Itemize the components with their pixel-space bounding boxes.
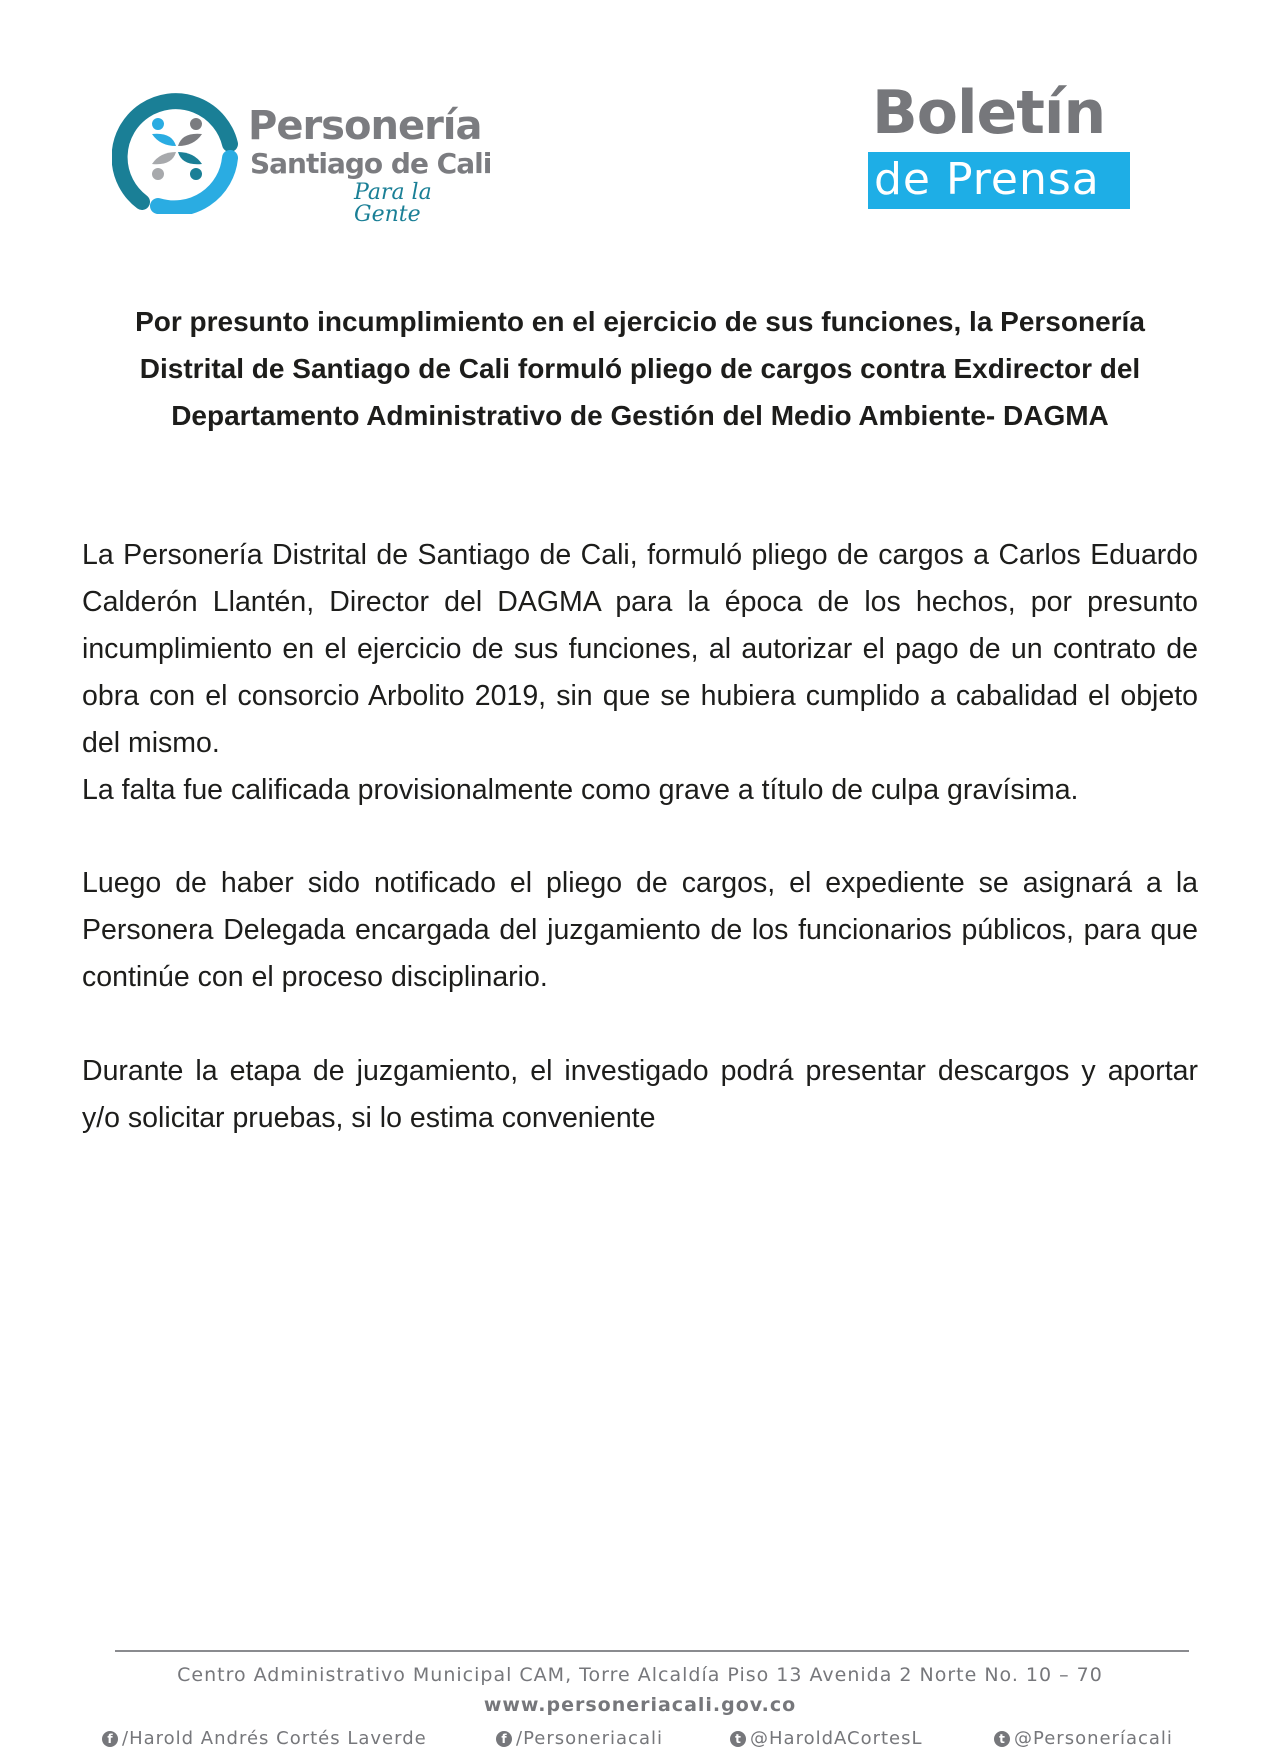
social-facebook-harold[interactable] [102,1728,427,1749]
press-bulletin-badge [868,80,1133,210]
personeria-logo [112,84,502,227]
facebook-icon: f [496,1731,512,1747]
paragraph-1-extra: La falta fue calificada provisionalmente como grave a título de culpa gravísima. [82,774,1079,806]
bulletin-title: Boletín [872,78,1106,148]
social-handle: @HaroldACortesL [750,1728,923,1749]
social-handle: @Personeríacali [1014,1728,1173,1749]
social-facebook-personeria[interactable] [496,1728,663,1749]
social-handle: /Harold Andrés Cortés Laverde [122,1728,427,1749]
footer-divider [115,1650,1189,1652]
footer-address: Centro Administrativo Municipal CAM, Torre Alcaldía Piso 13 Avenida 2 Norte No. 10 – 70 [177,1664,1103,1686]
article-paragraph-2: Luego de haber sido notificado el pliego de cargos, el expediente se asignará a la Personera Delegada encargada del juzgamiento de los funcionarios públicos, para que continúe con el proceso disciplinario. [82,867,1198,993]
social-handle: /Personeriacali [516,1728,663,1749]
twitter-icon: t [730,1731,746,1747]
paragraph-1-main: La Personería Distrital de Santiago de Cali, formuló pliego de cargos a Carlos Eduardo Calderón Llantén, Director del DAGMA para la época de los hechos, por presunto incumplimiento en el ejercicio de sus funciones, al autorizar el pago de un contrato de obra con el consorcio Arbolito 2019, sin que se hubiera cumplido a cabalidad el objeto del mismo. [82,539,1198,759]
social-twitter-personeria[interactable] [994,1728,1173,1749]
logo-tagline: Para la Gente [354,180,432,227]
facebook-icon: f [102,1731,118,1747]
article-paragraph-3: Durante la etapa de juzgamiento, el investigado podrá presentar descargos y aportar y/o solicitar pruebas, si lo estima conveniente [82,1055,1198,1134]
article-paragraph-1 [82,532,1198,814]
article-headline: Por presunto incumplimiento en el ejercicio de sus funciones, la Personería Distrital de Santiago de Cali formuló pliego de cargos contra Exdirector del Departamento Administrativo de Gestión del Medio Ambiente- DAGMA [135,306,1145,431]
logo-name-line2: Santiago de Cali [250,147,492,180]
logo-name-line1: Personería [248,103,482,149]
personeria-emblem-icon [112,84,242,214]
footer-website-link[interactable]: www.personeriacali.gov.co [483,1694,797,1716]
twitter-icon: t [994,1731,1010,1747]
bulletin-subtitle-box [868,152,1130,209]
bulletin-subtitle: de Prensa [874,154,1100,205]
social-twitter-harold[interactable] [730,1728,923,1749]
